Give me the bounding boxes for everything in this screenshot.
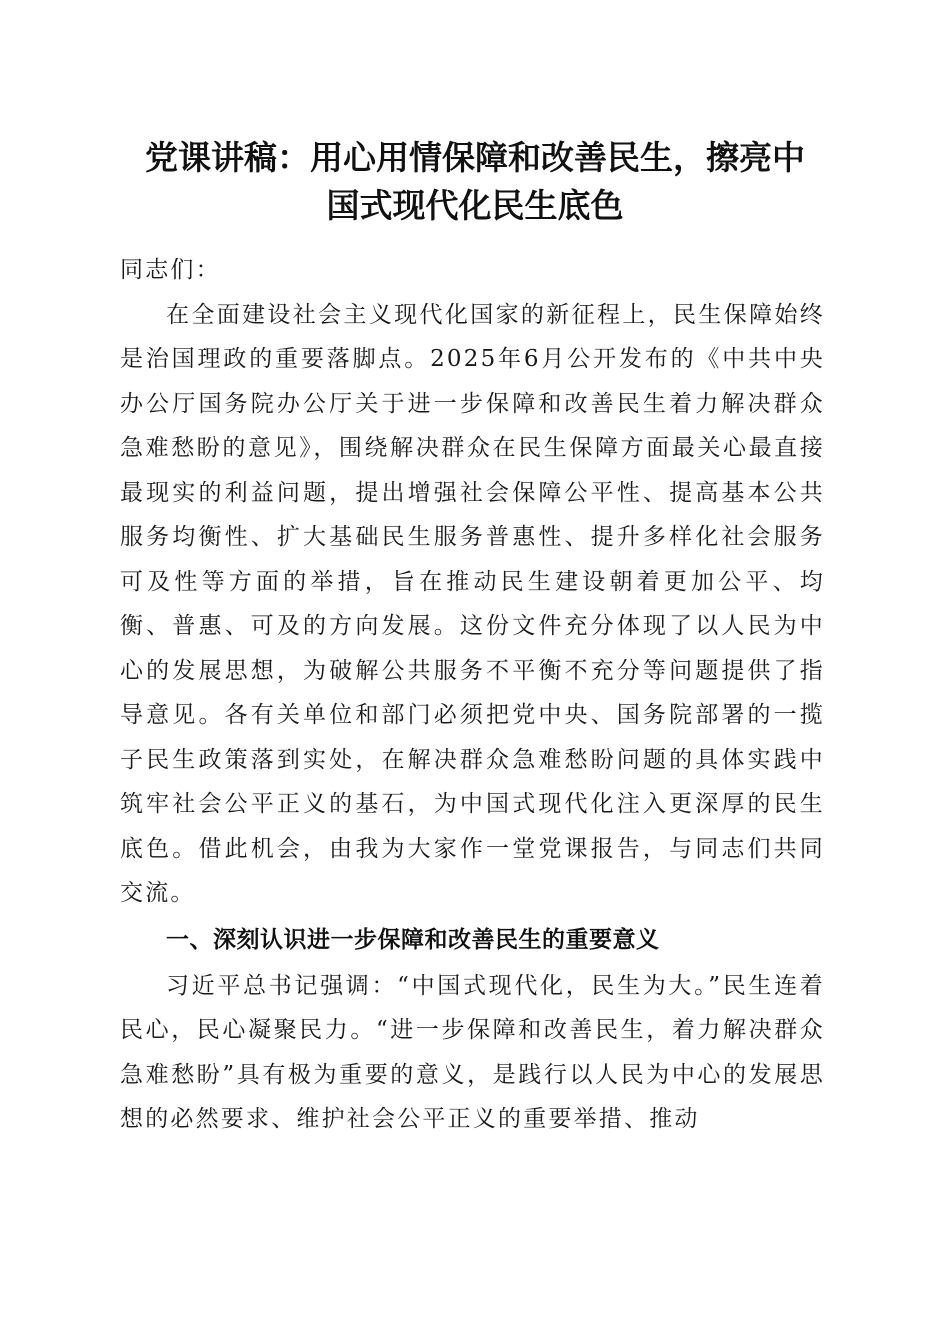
document-body xyxy=(120,248,825,1142)
document-title xyxy=(100,134,850,230)
document-title-line-2: 国式现代化民生底色 xyxy=(326,186,624,225)
salutation: 同志们： xyxy=(120,257,221,283)
document-title-line-1: 党课讲稿：用心用情保障和改善民生，擦亮中 xyxy=(145,138,805,177)
intro-paragraph: 在全面建设社会主义现代化国家的新征程上，民生保障始终是治国理政的重要落脚点。2025年6月公开发布的《中共中央办公厅国务院办公厅关于进一步保障和改善民生着力解决群众急难愁盼的意见》，围绕解决群众在民生保障方面最关心最直接最现实的利益问题，提出增强社会保障公平性、提高基本公共服务均衡性、扩大基础民生服务普惠性、提升多样化社会服务可及性等方面的举措，旨在推动民生建设朝着更加公平、均衡、普惠、可及的方向发展。这份文件充分体现了以人民为中心的发展思想，为破解公共服务不平衡不充分等问题提供了指导意见。各有关单位和部门必须把党中央、国务院部署的一揽子民生政策落到实处，在解决群众急难愁盼问题的具体实践中筑牢社会公平正义的基石，为中国式现代化注入更深厚的民生底色。借此机会，由我为大家作一堂党课报告，与同志们共同交流。 xyxy=(120,301,825,906)
section-1-paragraph: 习近平总书记强调：“中国式现代化，民生为大。”民生连着民心，民心凝聚民力。“进一步保障和改善民生，着力解决群众急难愁盼”具有极为重要的意义，是践行以人民为中心的发展思想的必然要求、维护社会公平正义的重要举措、推动 xyxy=(120,972,825,1132)
section-heading-1: 一、深刻认识进一步保障和改善民生的重要意义 xyxy=(166,926,660,953)
